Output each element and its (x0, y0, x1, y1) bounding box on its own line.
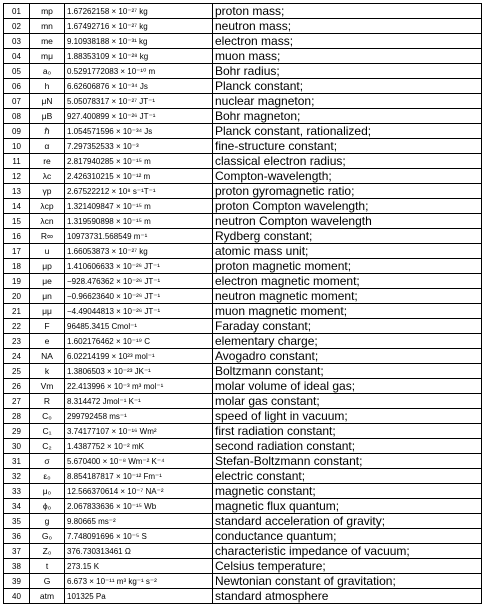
row-number: 24 (4, 349, 30, 364)
table-row (4, 184, 482, 199)
constant-name: classical electron radius; (213, 154, 482, 169)
table-row (4, 79, 482, 94)
constant-name: neutron Compton wavelength (213, 214, 482, 229)
constant-symbol: μ₀ (30, 484, 65, 499)
constant-value: 6.02214199 × 10²³ mol⁻¹ (65, 349, 213, 364)
constant-value: −928.476362 × 10⁻²⁶ JT⁻¹ (65, 274, 213, 289)
row-number: 11 (4, 154, 30, 169)
constant-symbol: mp (30, 4, 65, 19)
row-number: 30 (4, 439, 30, 454)
row-number: 27 (4, 394, 30, 409)
row-number: 12 (4, 169, 30, 184)
table-row (4, 214, 482, 229)
constant-name: Bohr radius; (213, 64, 482, 79)
table-row (4, 94, 482, 109)
table-row (4, 64, 482, 79)
constant-name: Rydberg constant; (213, 229, 482, 244)
constant-name: Newtonian constant of gravitation; (213, 574, 482, 589)
table-row (4, 364, 482, 379)
constant-value: 1.67492716 × 10⁻²⁷ kg (65, 19, 213, 34)
row-number: 33 (4, 484, 30, 499)
constant-value: 1.054571596 × 10⁻³⁴ Js (65, 124, 213, 139)
constant-symbol: re (30, 154, 65, 169)
row-number: 05 (4, 64, 30, 79)
row-number: 14 (4, 199, 30, 214)
constant-symbol: R∞ (30, 229, 65, 244)
constant-value: 5.05078317 × 10⁻²⁷ JT⁻¹ (65, 94, 213, 109)
row-number: 31 (4, 454, 30, 469)
constant-symbol: F (30, 319, 65, 334)
row-number: 25 (4, 364, 30, 379)
constant-name: Stefan-Boltzmann constant; (213, 454, 482, 469)
constant-value: 7.297352533 × 10⁻³ (65, 139, 213, 154)
table-row (4, 199, 482, 214)
row-number: 19 (4, 274, 30, 289)
constant-name: speed of light in vacuum; (213, 409, 482, 424)
constant-symbol: λcp (30, 199, 65, 214)
row-number: 03 (4, 34, 30, 49)
constant-symbol: me (30, 34, 65, 49)
constant-value: 1.602176462 × 10⁻¹⁹ C (65, 334, 213, 349)
constant-symbol: e (30, 334, 65, 349)
constant-name: elementary charge; (213, 334, 482, 349)
row-number: 32 (4, 469, 30, 484)
constant-symbol: λcn (30, 214, 65, 229)
row-number: 29 (4, 424, 30, 439)
constant-name: first radiation constant; (213, 424, 482, 439)
table-row (4, 259, 482, 274)
table-row (4, 244, 482, 259)
constant-value: 10973731.568549 m⁻¹ (65, 229, 213, 244)
constant-value: 3.74177107 × 10⁻¹⁶ Wm² (65, 424, 213, 439)
constant-value: 2.067833636 × 10⁻¹⁵ Wb (65, 499, 213, 514)
constant-symbol: C₀ (30, 409, 65, 424)
constant-name: Celsius temperature; (213, 559, 482, 574)
constant-symbol: λc (30, 169, 65, 184)
table-row (4, 409, 482, 424)
table-row (4, 274, 482, 289)
constant-name: proton magnetic moment; (213, 259, 482, 274)
constant-name: Planck constant; (213, 79, 482, 94)
table-row (4, 319, 482, 334)
constant-symbol: g (30, 514, 65, 529)
table-row (4, 379, 482, 394)
constant-symbol: k (30, 364, 65, 379)
constant-name: molar volume of ideal gas; (213, 379, 482, 394)
row-number: 21 (4, 304, 30, 319)
row-number: 07 (4, 94, 30, 109)
constant-value: 9.80665 ms⁻² (65, 514, 213, 529)
table-row (4, 544, 482, 559)
constant-value: 1.4387752 × 10⁻² mK (65, 439, 213, 454)
row-number: 18 (4, 259, 30, 274)
constant-symbol: atm (30, 589, 65, 604)
constant-value: 1.319590898 × 10⁻¹⁵ m (65, 214, 213, 229)
table-row (4, 4, 482, 19)
table-row (4, 454, 482, 469)
constant-symbol: C₂ (30, 439, 65, 454)
constant-symbol: G (30, 574, 65, 589)
constant-name: neutron magnetic moment; (213, 289, 482, 304)
constant-symbol: NA (30, 349, 65, 364)
row-number: 08 (4, 109, 30, 124)
row-number: 16 (4, 229, 30, 244)
constant-value: 9.10938188 × 10⁻³¹ kg (65, 34, 213, 49)
constant-name: molar gas constant; (213, 394, 482, 409)
row-number: 40 (4, 589, 30, 604)
table-row (4, 109, 482, 124)
row-number: 35 (4, 514, 30, 529)
constant-value: 8.314472 Jmol⁻¹ K⁻¹ (65, 394, 213, 409)
constant-name: conductance quantum; (213, 529, 482, 544)
constant-value: 299792458 ms⁻¹ (65, 409, 213, 424)
constant-value: 273.15 K (65, 559, 213, 574)
constant-value: 7.748091696 × 10⁻⁵ S (65, 529, 213, 544)
constant-name: Boltzmann constant; (213, 364, 482, 379)
constant-value: 101325 Pa (65, 589, 213, 604)
constant-name: Bohr magneton; (213, 109, 482, 124)
constant-symbol: μN (30, 94, 65, 109)
table-row (4, 334, 482, 349)
row-number: 26 (4, 379, 30, 394)
table-row (4, 499, 482, 514)
row-number: 13 (4, 184, 30, 199)
constant-name: electric constant; (213, 469, 482, 484)
constant-symbol: mn (30, 19, 65, 34)
constant-value: 376.730313461 Ω (65, 544, 213, 559)
constant-symbol: C₁ (30, 424, 65, 439)
constant-name: proton gyromagnetic ratio; (213, 184, 482, 199)
constant-name: proton Compton wavelength; (213, 199, 482, 214)
table-row (4, 559, 482, 574)
table-row (4, 34, 482, 49)
constant-value: 2.426310215 × 10⁻¹² m (65, 169, 213, 184)
table-row (4, 394, 482, 409)
constant-symbol: G₀ (30, 529, 65, 544)
constants-table (3, 3, 482, 604)
constant-value: 1.321409847 × 10⁻¹⁵ m (65, 199, 213, 214)
constant-value: 6.673 × 10⁻¹¹ m³ kg⁻¹ s⁻² (65, 574, 213, 589)
constant-value: 96485.3415 Cmol⁻¹ (65, 319, 213, 334)
constant-name: muon mass; (213, 49, 482, 64)
constant-name: electron mass; (213, 34, 482, 49)
row-number: 23 (4, 334, 30, 349)
constant-value: 12.566370614 × 10⁻⁷ NA⁻² (65, 484, 213, 499)
row-number: 10 (4, 139, 30, 154)
row-number: 06 (4, 79, 30, 94)
constant-symbol: u (30, 244, 65, 259)
constant-symbol: R (30, 394, 65, 409)
constant-value: 6.62606876 × 10⁻³⁴ Js (65, 79, 213, 94)
constant-name: muon magnetic moment; (213, 304, 482, 319)
constant-value: 1.88353109 × 10⁻²⁸ kg (65, 49, 213, 64)
row-number: 36 (4, 529, 30, 544)
constant-value: 1.67262158 × 10⁻²⁷ kg (65, 4, 213, 19)
table-row (4, 514, 482, 529)
row-number: 39 (4, 574, 30, 589)
constant-name: standard acceleration of gravity; (213, 514, 482, 529)
constant-symbol: μμ (30, 304, 65, 319)
table-row (4, 349, 482, 364)
constant-value: 2.67522212 × 10⁸ s⁻¹T⁻¹ (65, 184, 213, 199)
row-number: 09 (4, 124, 30, 139)
constant-symbol: ε₀ (30, 469, 65, 484)
constant-value: 8.854187817 × 10⁻¹² Fm⁻¹ (65, 469, 213, 484)
constant-name: Avogadro constant; (213, 349, 482, 364)
constant-name: magnetic constant; (213, 484, 482, 499)
constant-value: 927.400899 × 10⁻²⁶ JT⁻¹ (65, 109, 213, 124)
row-number: 15 (4, 214, 30, 229)
constant-value: −0.96623640 × 10⁻²⁶ JT⁻¹ (65, 289, 213, 304)
constant-symbol: Vm (30, 379, 65, 394)
table-row (4, 229, 482, 244)
table-row (4, 139, 482, 154)
constant-symbol: μp (30, 259, 65, 274)
constant-symbol: ℏ (30, 124, 65, 139)
table-row (4, 49, 482, 64)
constant-value: 5.670400 × 10⁻⁸ Wm⁻² K⁻⁴ (65, 454, 213, 469)
constant-symbol: μn (30, 289, 65, 304)
constant-name: standard atmosphere (213, 589, 482, 604)
constant-name: neutron mass; (213, 19, 482, 34)
constant-value: 1.66053873 × 10⁻²⁷ kg (65, 244, 213, 259)
row-number: 20 (4, 289, 30, 304)
row-number: 28 (4, 409, 30, 424)
constant-value: 22.413996 × 10⁻³ m³ mol⁻¹ (65, 379, 213, 394)
constant-name: magnetic flux quantum; (213, 499, 482, 514)
constant-name: electron magnetic moment; (213, 274, 482, 289)
table-row (4, 304, 482, 319)
constant-name: characteristic impedance of vacuum; (213, 544, 482, 559)
row-number: 02 (4, 19, 30, 34)
constant-value: 1.3806503 × 10⁻²³ JK⁻¹ (65, 364, 213, 379)
table-row (4, 169, 482, 184)
constant-value: 2.817940285 × 10⁻¹⁵ m (65, 154, 213, 169)
row-number: 04 (4, 49, 30, 64)
constant-symbol: mμ (30, 49, 65, 64)
constant-name: proton mass; (213, 4, 482, 19)
row-number: 38 (4, 559, 30, 574)
constant-symbol: μe (30, 274, 65, 289)
row-number: 22 (4, 319, 30, 334)
constant-name: atomic mass unit; (213, 244, 482, 259)
constant-name: second radiation constant; (213, 439, 482, 454)
table-row (4, 424, 482, 439)
constant-name: Faraday constant; (213, 319, 482, 334)
constant-symbol: Z₀ (30, 544, 65, 559)
table-row (4, 124, 482, 139)
constant-name: Compton-wavelength; (213, 169, 482, 184)
constant-value: −4.49044813 × 10⁻²⁶ JT⁻¹ (65, 304, 213, 319)
constant-symbol: γp (30, 184, 65, 199)
constant-name: fine-structure constant; (213, 139, 482, 154)
constant-symbol: ϕ₀ (30, 499, 65, 514)
constant-name: nuclear magneton; (213, 94, 482, 109)
table-row (4, 574, 482, 589)
constant-value: 0.5291772083 × 10⁻¹⁰ m (65, 64, 213, 79)
constant-name: Planck constant, rationalized; (213, 124, 482, 139)
table-row (4, 289, 482, 304)
row-number: 01 (4, 4, 30, 19)
constants-table-body (4, 4, 482, 604)
constant-symbol: μB (30, 109, 65, 124)
constant-symbol: σ (30, 454, 65, 469)
constant-symbol: t (30, 559, 65, 574)
table-row (4, 154, 482, 169)
table-row (4, 469, 482, 484)
table-row (4, 529, 482, 544)
constant-symbol: α (30, 139, 65, 154)
row-number: 17 (4, 244, 30, 259)
constant-symbol: h (30, 79, 65, 94)
constant-symbol: a₀ (30, 64, 65, 79)
table-row (4, 439, 482, 454)
table-row (4, 484, 482, 499)
table-row (4, 589, 482, 604)
table-row (4, 19, 482, 34)
row-number: 34 (4, 499, 30, 514)
row-number: 37 (4, 544, 30, 559)
constant-value: 1.410606633 × 10⁻²⁶ JT⁻¹ (65, 259, 213, 274)
